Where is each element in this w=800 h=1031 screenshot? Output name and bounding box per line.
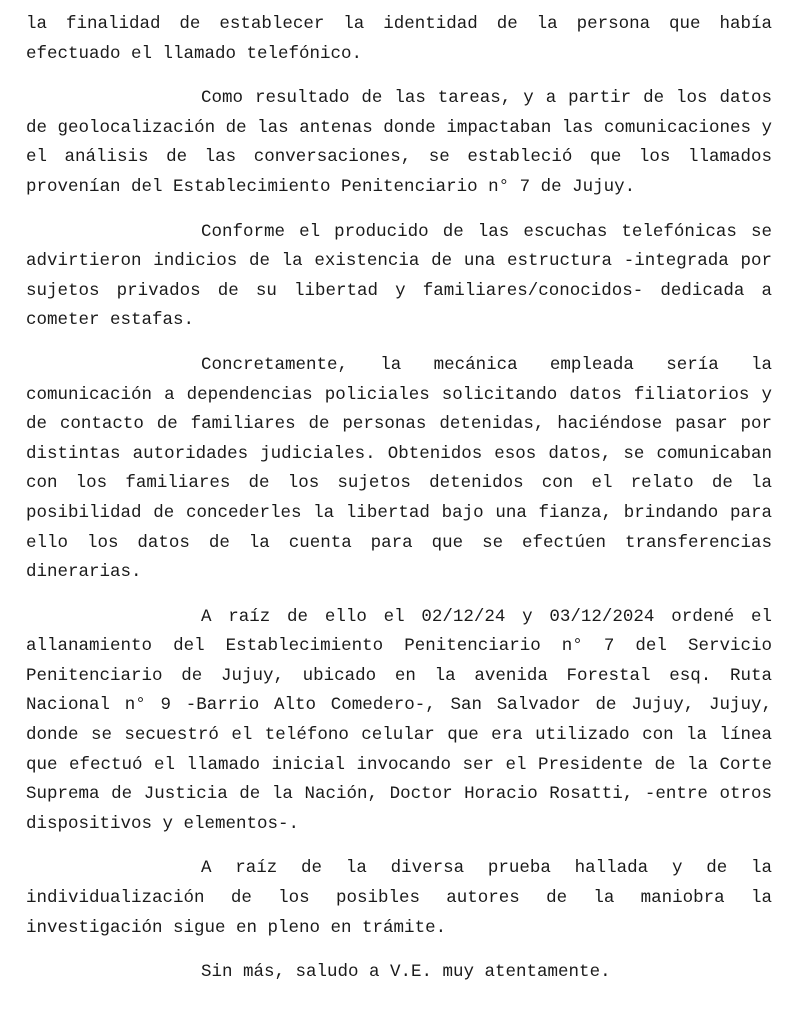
paragraph-2: Como resultado de las tareas, y a partir de los datos de geolocalización de las antenas donde impactaban las comunicaciones y el análisis de las conversaciones, se estableció que los llamados provenían del Establecimiento Penitenciario n° 7 de Jujuy. (26, 88, 772, 197)
closing-line: Sin más, saludo a V.E. muy atentamente. (201, 962, 611, 983)
paragraph-5: A raíz de ello el 02/12/24 y 03/12/2024 ordené el allanamiento del Establecimiento Penitenciario n° 7 del Servicio Penitenciario de Jujuy, ubicado en la avenida Forestal esq. Ruta Nacional n° 9 -Barrio Alto Comedero-, San Salvador de Jujuy, Jujuy, donde se secuestró el teléfono celular que era utilizado con la línea que efectuó el llamado inicial invocando ser el Presidente de la Corte Suprema de Justicia de la Nación, Doctor Horacio Rosatti, -entre otros dispositivos y elementos-. (26, 606, 772, 834)
paragraph-6: A raíz de la diversa prueba hallada y de la individualización de los posibles autores de la maniobra la investigación sigue en pleno en trámite. (26, 858, 772, 938)
paragraph-1: la finalidad de establecer la identidad de la persona que había efectuado el llamado telefónico. (26, 14, 772, 64)
paragraph-4: Concretamente, la mecánica empleada sería la comunicación a dependencias policiales solicitando datos filiatorios y de contacto de familiares de personas detenidas, haciéndose pasar por distintas autoridades judiciales. Obtenidos esos datos, se comunicaban con los familiares de los sujetos detenidos con el relato de la posibilidad de concederles la libertad bajo una fianza, brindando para ello los datos de la cuenta para que se efectúen transferencias dinerarias. (26, 354, 772, 583)
paragraph-3: Conforme el producido de las escuchas telefónicas se advirtieron indicios de la existencia de una estructura -integrada por sujetos privados de su libertad y familiares/conocidos- dedicada a cometer estafas. (26, 221, 772, 331)
